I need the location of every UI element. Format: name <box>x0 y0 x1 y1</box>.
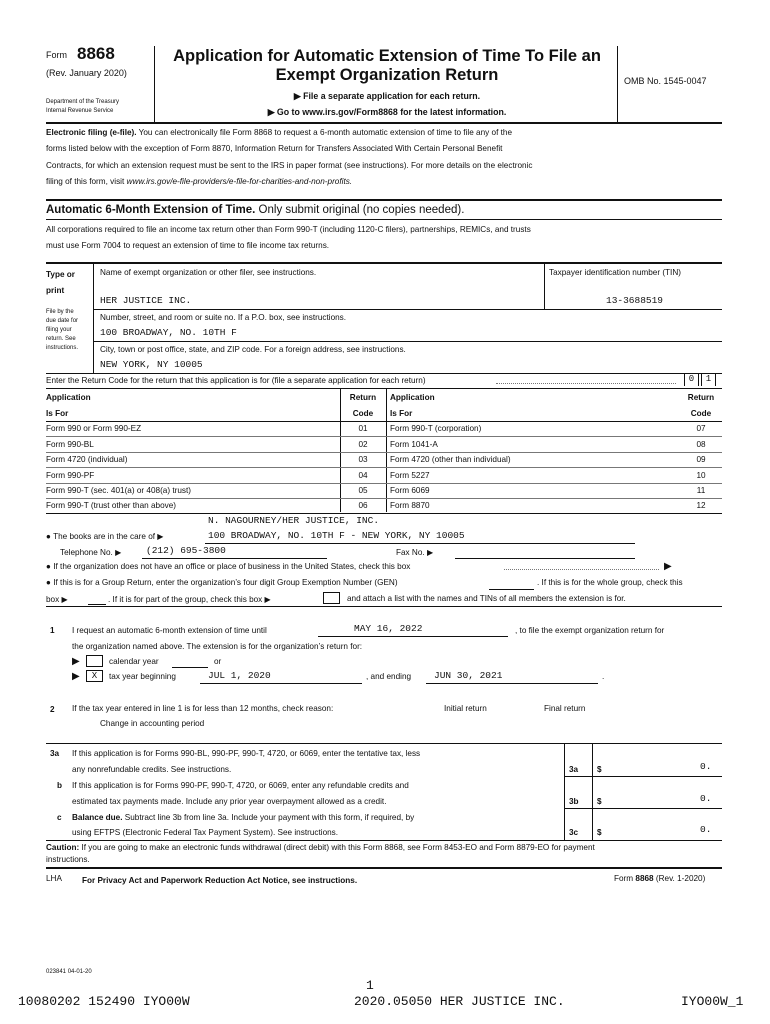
org-left-divider <box>93 264 94 373</box>
tax-year-label: tax year beginning <box>109 672 176 681</box>
tax-year-checkbox[interactable]: X <box>86 670 103 682</box>
table-code-left: 05 <box>358 486 368 495</box>
return-code-leader <box>496 383 676 384</box>
table-form-left: Form 990-T (sec. 401(a) or 408(a) trust) <box>46 486 191 495</box>
table-form-left: Form 4720 (individual) <box>46 455 128 464</box>
caution-text1: If you are going to make an electronic funds withdrawal (direct debit) with this Form 8868, see Form 8453-EO and Form 8879-EO for payment <box>79 843 595 852</box>
line3b-text1: If this application is for Forms 990-PF, 990-T, 4720, or 6069, enter any refundable credits and <box>72 781 409 790</box>
table-head-app-right: Application <box>390 393 435 402</box>
table-form-right: Form 990-T (corporation) <box>390 424 482 433</box>
return-code-rule <box>46 388 722 389</box>
table-head-return-left: Return <box>349 393 377 402</box>
no-office-arrow[interactable]: ▶ <box>664 561 672 572</box>
or-label: or <box>214 657 222 666</box>
return-code-digit-2[interactable]: 1 <box>701 374 716 386</box>
line1-text-c: the organization named above. The extension is for the organization’s return for: <box>72 642 363 651</box>
ending-label: , and ending <box>366 672 412 681</box>
group-part-checkbox[interactable] <box>323 592 340 604</box>
table-form-left: Form 990-BL <box>46 440 94 449</box>
group-whole-checkbox[interactable] <box>88 604 106 605</box>
form-footer-number: 8868 <box>635 874 654 883</box>
table-code-right: 12 <box>696 501 706 510</box>
table-code-left: 03 <box>358 455 368 464</box>
privacy-notice: For Privacy Act and Paperwork Reduction Act Notice, see instructions. <box>82 876 358 885</box>
org-bottom-rule <box>46 373 722 374</box>
ending-period: . <box>602 672 605 681</box>
line3b-rule <box>564 808 722 809</box>
initial-return-option[interactable]: Initial return <box>444 704 487 713</box>
org-name-rule <box>93 309 722 310</box>
form-title-line2: Exempt Organization Return <box>275 66 499 84</box>
table-code-left: 02 <box>358 440 368 449</box>
org-top-rule <box>46 262 722 264</box>
page-number: 1 <box>366 978 374 993</box>
line3a-text1: If this application is for Forms 990-BL, 990-PF, 990-T, 4720, or 6069, enter the tentative tax, less <box>72 749 421 758</box>
line1-date-line <box>318 636 508 637</box>
form-number: 8868 <box>77 44 115 63</box>
group-return-text: ● If this is for a Group Return, enter the organization’s four digit Group Exemption Number (GEN) <box>46 578 398 587</box>
street-field[interactable]: 100 BROADWAY, NO. 10TH F <box>100 327 237 338</box>
return-code-label: Enter the Return Code for the return that this application is for (file a separate application for each return) <box>46 376 426 385</box>
side-note-2: due date for <box>46 318 79 324</box>
line1-extension-date[interactable]: MAY 16, 2022 <box>354 623 423 634</box>
website-instruction: ▶ Go to www.irs.gov/Form8868 for the latest information. <box>267 107 507 117</box>
tax-year-end-field[interactable]: JUN 30, 2021 <box>434 670 503 681</box>
line3c-text1-rest: Subtract line 3b from line 3a. Include your payment with this form, if required, by <box>122 813 415 822</box>
efile-bottom-rule <box>46 199 722 201</box>
line3-ref-divider <box>564 743 565 841</box>
footer-left-id: 10080202 152490 IYO00W <box>18 994 190 1009</box>
efile-line4 <box>46 177 352 186</box>
footer-center-id: 2020.05050 HER JUSTICE INC. <box>354 994 565 1009</box>
table-head-code-right: Code <box>690 409 712 418</box>
table-row <box>46 498 722 514</box>
city-field[interactable]: NEW YORK, NY 10005 <box>100 359 203 370</box>
telephone-field[interactable]: (212) 695-3800 <box>146 545 226 556</box>
table-row <box>46 452 722 468</box>
line1-number: 1 <box>50 626 55 635</box>
line3b-ref: 3b <box>569 797 579 806</box>
telephone-label: Telephone No. ▶ <box>60 548 122 557</box>
books-care-label: ● The books are in the care of ▶ <box>46 532 164 541</box>
line3c-number: c <box>57 813 62 822</box>
table-form-right: Form 5227 <box>390 471 430 480</box>
file-separate-instruction: ▶ File a separate application for each return. <box>293 91 481 101</box>
form-footer-word: Form <box>614 874 636 883</box>
efile-text1: You can electronically file Form 8868 to request a 6-month automatic extension of time to file any of the <box>136 128 512 137</box>
tax-year-begin-field[interactable]: JUL 1, 2020 <box>208 670 271 681</box>
tin-field[interactable]: 13-3688519 <box>606 295 664 306</box>
efile-bold: Electronic filing (e-file). <box>46 128 137 137</box>
auto-extension-heading <box>46 204 464 216</box>
line3a-dollar: $ <box>597 765 602 774</box>
table-code-right: 10 <box>696 471 706 480</box>
irs-line: Internal Revenue Service <box>46 108 114 114</box>
gen-field[interactable] <box>489 589 534 590</box>
group-attach-text: and attach a list with the names and TINs of all members the extension is for. <box>347 594 626 603</box>
table-form-left: Form 990 or Form 990-EZ <box>46 424 142 433</box>
form-footer-rev: (Rev. 1-2020) <box>653 874 706 883</box>
line2-bottom-rule <box>46 743 722 744</box>
table-code-right: 09 <box>696 455 706 464</box>
table-form-right: Form 6069 <box>390 486 430 495</box>
table-code-right: 11 <box>696 486 706 495</box>
no-office-leader <box>504 569 659 570</box>
table-head-code-left: Code <box>352 409 374 418</box>
table-code-right: 07 <box>696 424 706 433</box>
calendar-year-field[interactable] <box>172 667 208 668</box>
line3b-number: b <box>57 781 63 790</box>
table-code-right: 08 <box>696 440 706 449</box>
line1-text-a: I request an automatic 6-month extension of time until <box>72 626 267 635</box>
line1-text-b: , to file the exempt organization return for <box>515 626 665 635</box>
line3c-amount[interactable]: 0. <box>700 824 712 835</box>
fax-label: Fax No. ▶ <box>396 548 434 557</box>
tax-year-end-line <box>426 683 598 684</box>
group-box-label: box ▶ <box>46 595 68 604</box>
table-head-return-right: Return <box>687 393 715 402</box>
form-label: Form <box>46 50 67 60</box>
line2-number: 2 <box>50 705 55 714</box>
no-office-text: ● If the organization does not have an office or place of business in the United States, check this box <box>46 562 411 571</box>
line3c-ref: 3c <box>569 828 579 837</box>
table-form-left: Form 990-PF <box>46 471 95 480</box>
org-name-field[interactable]: HER JUSTICE INC. <box>100 295 192 306</box>
calendar-year-arrow: ▶ <box>72 656 80 667</box>
table-row <box>46 483 722 499</box>
line2-text: If the tax year entered in line 1 is for less than 12 months, check reason: <box>72 704 334 713</box>
table-form-right: Form 8870 <box>390 501 430 510</box>
table-head-app-left: Application <box>46 393 91 402</box>
tin-label: Taxpayer identification number (TIN) <box>549 268 681 277</box>
tax-year-arrow: ▶ <box>72 671 80 682</box>
efile-line3: Contracts, for which an extension request must be sent to the IRS in paper format (see instructions). For more details on the electronic <box>46 161 533 170</box>
line3c-text1 <box>72 813 414 822</box>
lha-label: LHA <box>46 874 62 883</box>
efile-line2: forms listed below with the exception of Form 8870, Information Return for Transfers Associated With Certain Personal Benefit <box>46 144 503 153</box>
street-label: Number, street, and room or suite no. If a P.O. box, see instructions. <box>100 313 347 322</box>
line3b-text2: estimated tax payments made. Include any prior year overpayment allowed as a credit. <box>72 797 387 806</box>
table-code-left: 04 <box>358 471 368 480</box>
type-or-label: Type or <box>46 270 75 279</box>
change-accounting-option[interactable]: Change in accounting period <box>100 719 205 728</box>
calendar-year-checkbox[interactable] <box>86 655 103 667</box>
table-row <box>46 421 722 437</box>
table-head-isfor-right: Is For <box>390 409 413 418</box>
department-line: Department of the Treasury <box>46 99 120 105</box>
header-bottom-rule <box>46 122 722 124</box>
table-form-right: Form 4720 (other than individual) <box>390 455 511 464</box>
side-note-4: return. See <box>46 336 76 342</box>
line3c-text2: using EFTPS (Electronic Federal Tax Payment System). See instructions. <box>72 828 339 837</box>
table-form-right: Form 1041-A <box>390 440 438 449</box>
form-footer-ref <box>614 874 705 883</box>
efile-url[interactable]: www.irs.gov/e-file-providers/e-file-for-charities-and-non-profits. <box>126 177 353 186</box>
table-code-left: 01 <box>358 424 368 433</box>
books-care-of-name[interactable]: N. NAGOURNEY/HER JUSTICE, INC. <box>208 515 380 526</box>
return-code-digit-1[interactable]: 0 <box>684 374 699 386</box>
line3c-bold: Balance due. <box>72 813 123 822</box>
line3a-number: 3a <box>50 749 60 758</box>
line3-bottom-rule <box>46 840 722 841</box>
fax-field[interactable] <box>455 558 635 559</box>
org-name-label: Name of exempt organization or other filer, see instructions. <box>100 268 317 277</box>
auto-line2: must use Form 7004 to request an extension of time to file income tax returns. <box>46 241 330 250</box>
table-code-left: 06 <box>358 501 368 510</box>
table-row <box>46 468 722 484</box>
efile-text4: filing of this form, visit <box>46 177 127 186</box>
group-part-text: . If it is for part of the group, check this box ▶ <box>108 595 271 604</box>
side-note-3: filing your <box>46 327 72 333</box>
group-whole-text: . If this is for the whole group, check this <box>537 578 683 587</box>
auto-heading-rule <box>46 219 722 220</box>
line3b-dollar: $ <box>597 797 602 806</box>
books-bottom-rule <box>46 606 722 607</box>
line3a-text2: any nonrefundable credits. See instructions. <box>72 765 232 774</box>
line3a-ref: 3a <box>569 765 579 774</box>
city-label: City, town or post office, state, and ZIP code. For a foreign address, see instructions. <box>100 345 406 354</box>
efile-line1 <box>46 128 512 137</box>
side-note-5: instructions. <box>46 345 79 351</box>
auto-heading-bold: Automatic 6-Month Extension of Time. <box>46 204 256 216</box>
header-divider-left <box>154 46 155 122</box>
caution-line1 <box>46 843 595 852</box>
final-return-option[interactable]: Final return <box>544 704 586 713</box>
books-address-field[interactable]: 100 BROADWAY, NO. 10TH F - NEW YORK, NY 10005 <box>208 530 465 541</box>
caution-bold: Caution: <box>46 843 80 852</box>
tin-divider <box>544 264 545 309</box>
line3-amount-divider <box>592 743 593 841</box>
line3a-amount[interactable]: 0. <box>700 761 712 772</box>
auto-heading-rest: Only submit original (no copies needed). <box>255 204 465 216</box>
line3a-rule <box>564 776 722 777</box>
auto-line1: All corporations required to file an income tax return other than Form 990-T (including 1120-C filers), partnerships, REMICs, and trusts <box>46 225 531 234</box>
line3b-amount[interactable]: 0. <box>700 793 712 804</box>
omb-number: OMB No. 1545-0047 <box>624 76 707 86</box>
caution-bottom-rule <box>46 867 722 869</box>
print-label: print <box>46 286 65 295</box>
table-row <box>46 437 722 453</box>
form-revision: (Rev. January 2020) <box>46 68 127 78</box>
table-head-isfor-left: Is For <box>46 409 69 418</box>
side-note-1: File by the <box>46 309 74 315</box>
telephone-line <box>142 558 327 559</box>
table-form-left: Form 990-T (trust other than above) <box>46 501 176 510</box>
tax-year-begin-line <box>200 683 362 684</box>
form-title-line1: Application for Automatic Extension of Time To File an <box>173 47 601 65</box>
header-divider-right <box>617 46 618 122</box>
street-rule <box>93 341 722 342</box>
footer-right-id: IYO00W_1 <box>681 994 744 1009</box>
caution-line2: instructions. <box>46 855 90 864</box>
books-address-line <box>205 543 635 544</box>
line3c-dollar: $ <box>597 828 602 837</box>
calendar-year-label: calendar year <box>109 657 159 666</box>
form-code: 023841 04-01-20 <box>46 969 92 975</box>
